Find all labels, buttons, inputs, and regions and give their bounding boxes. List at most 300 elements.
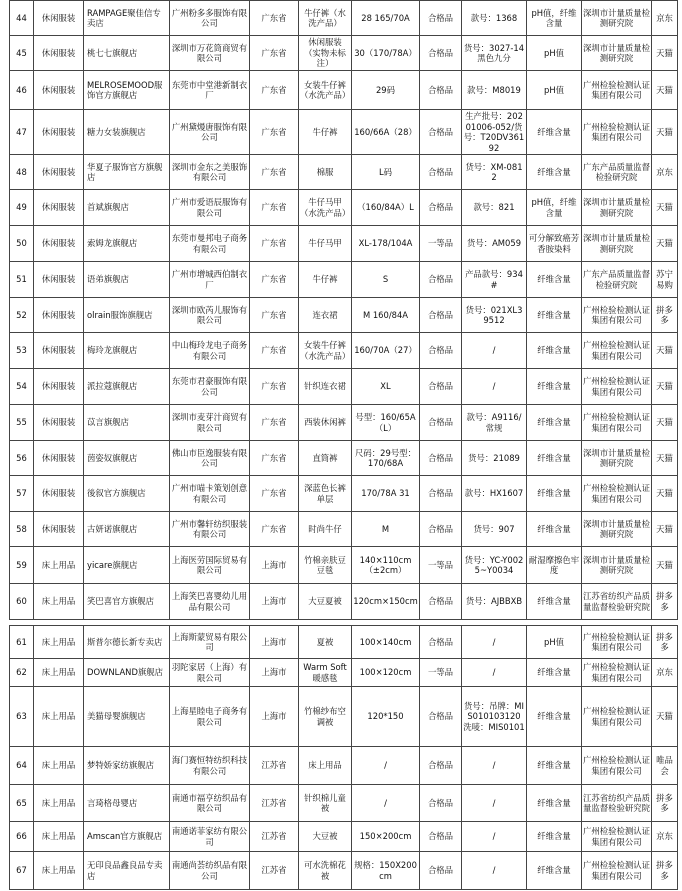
cell-failed-item: 纤维含量 — [527, 659, 582, 687]
cell-product-name: 牛仔马甲 — [299, 226, 352, 262]
cell-product-name: 床上用品 — [299, 747, 352, 785]
cell-grade: 合格品 — [420, 71, 462, 110]
cell-category: 休闲服装 — [34, 441, 84, 476]
cell-platform: 唯品会 — [652, 747, 678, 785]
cell-number: 50 — [10, 226, 34, 262]
cell-testing-lab: 广州检验检测认证集团有限公司 — [582, 852, 652, 890]
cell-province: 广东省 — [250, 36, 299, 71]
cell-grade: 合格品 — [420, 36, 462, 71]
cell-batch-number: 货号：AJBBXB — [462, 584, 527, 620]
cell-batch-number: 货号：021XL39512 — [462, 298, 527, 333]
cell-number: 44 — [10, 1, 34, 36]
cell-province: 广东省 — [250, 71, 299, 110]
cell-specification: 100×120cm — [352, 659, 420, 687]
table-row — [10, 298, 678, 333]
cell-specification: 28 165/70A — [352, 1, 420, 36]
cell-province: 广东省 — [250, 1, 299, 36]
cell-platform: 天猫 — [652, 226, 678, 262]
cell-batch-number: 货号：AM059 — [462, 226, 527, 262]
cell-testing-lab: 广州检验检测认证集团有限公司 — [582, 747, 652, 785]
table-row — [10, 476, 678, 512]
cell-number: 64 — [10, 747, 34, 785]
cell-platform: 天猫 — [652, 687, 678, 747]
cell-category: 休闲服装 — [34, 476, 84, 512]
cell-specification: 160/70A（27） — [352, 333, 420, 369]
cell-province: 江苏省 — [250, 747, 299, 785]
cell-platform: 拼多多 — [652, 584, 678, 620]
table-row — [10, 262, 678, 298]
cell-company: 东莞市曼邦电子商务有限公司 — [170, 226, 250, 262]
cell-platform: 拼多多 — [652, 785, 678, 822]
cell-store-name: 苡言旗舰店 — [84, 405, 170, 441]
table-row — [10, 369, 678, 405]
cell-company: 深圳市欧芮儿服饰有限公司 — [170, 298, 250, 333]
cell-failed-item: 可分解致癌芳香胺染料 — [527, 226, 582, 262]
table-row — [10, 512, 678, 547]
cell-testing-lab: 深圳市计量质量检测研究院 — [582, 226, 652, 262]
cell-number: 51 — [10, 262, 34, 298]
cell-testing-lab: 深圳市计量质量检测研究院 — [582, 190, 652, 226]
cell-province: 广东省 — [250, 405, 299, 441]
cell-testing-lab: 广州检验检测认证集团有限公司 — [582, 476, 652, 512]
cell-province: 广东省 — [250, 512, 299, 547]
cell-number: 67 — [10, 852, 34, 890]
cell-testing-lab: 广州检验检测认证集团有限公司 — [582, 626, 652, 659]
cell-product-name: 可水洗棉花被 — [299, 852, 352, 890]
cell-testing-lab: 广州检验检测认证集团有限公司 — [582, 71, 652, 110]
cell-specification: 30（170/78A） — [352, 36, 420, 71]
cell-platform: 天猫 — [652, 110, 678, 155]
cell-store-name: 索姆龙旗舰店 — [84, 226, 170, 262]
cell-province: 广东省 — [250, 369, 299, 405]
cell-grade: 合格品 — [420, 190, 462, 226]
cell-testing-lab: 广东产品质量监督检验研究院 — [582, 262, 652, 298]
cell-category: 休闲服装 — [34, 1, 84, 36]
cell-batch-number: 款号：M8019 — [462, 71, 527, 110]
cell-province: 上海市 — [250, 584, 299, 620]
cell-failed-item: 纤维含量 — [527, 687, 582, 747]
cell-product-name: 女装牛仔裤（水洗产品） — [299, 71, 352, 110]
cell-grade: 合格品 — [420, 405, 462, 441]
cell-company: 广州黛熳唐服饰有限公司 — [170, 110, 250, 155]
cell-product-name: 牛仔裤 — [299, 262, 352, 298]
cell-store-name: 派拉蔻旗舰店 — [84, 369, 170, 405]
cell-grade: 合格品 — [420, 1, 462, 36]
cell-province: 上海市 — [250, 687, 299, 747]
cell-number: 60 — [10, 584, 34, 620]
cell-store-name: 言琦格母婴店 — [84, 785, 170, 822]
cell-platform: 京东 — [652, 822, 678, 852]
cell-platform: 京东 — [652, 1, 678, 36]
cell-grade: 合格品 — [420, 584, 462, 620]
table-row — [10, 333, 678, 369]
cell-specification: L码 — [352, 155, 420, 190]
cell-specification: 140×110cm（±2cm） — [352, 547, 420, 584]
cell-batch-number: 货号：吊牌：MIS010103120 洗唛：MIS0101 — [462, 687, 527, 747]
cell-grade: 一等品 — [420, 659, 462, 687]
cell-failed-item: pH值 — [527, 71, 582, 110]
cell-store-name: 语弟旗舰店 — [84, 262, 170, 298]
cell-number: 65 — [10, 785, 34, 822]
cell-product-name: 直筒裤 — [299, 441, 352, 476]
cell-company: 南通尚荟纺织品有限公司 — [170, 852, 250, 890]
cell-category: 休闲服装 — [34, 369, 84, 405]
cell-grade: 合格品 — [420, 747, 462, 785]
cell-platform: 天猫 — [652, 476, 678, 512]
cell-product-name: 针织连衣裙 — [299, 369, 352, 405]
table-row — [10, 190, 678, 226]
cell-failed-item: 纤维含量 — [527, 110, 582, 155]
cell-number: 52 — [10, 298, 34, 333]
cell-specification: （160/84A）L — [352, 190, 420, 226]
cell-failed-item: 纤维含量 — [527, 852, 582, 890]
cell-product-name: 深蓝色长裤单层 — [299, 476, 352, 512]
table-row — [10, 226, 678, 262]
cell-batch-number: / — [462, 369, 527, 405]
cell-province: 广东省 — [250, 226, 299, 262]
cell-store-name: 美猫母婴旗舰店 — [84, 687, 170, 747]
cell-product-name: 时尚牛仔 — [299, 512, 352, 547]
cell-number: 54 — [10, 369, 34, 405]
cell-testing-lab: 广州检验检测认证集团有限公司 — [582, 369, 652, 405]
cell-grade: 合格品 — [420, 369, 462, 405]
cell-testing-lab: 广州检验检测认证集团有限公司 — [582, 405, 652, 441]
cell-province: 广东省 — [250, 441, 299, 476]
cell-platform: 拼多多 — [652, 626, 678, 659]
cell-number: 58 — [10, 512, 34, 547]
cell-company: 深圳市金东之美服饰有限公司 — [170, 155, 250, 190]
cell-testing-lab: 江苏省纺织产品质量监督检验研究院 — [582, 584, 652, 620]
cell-batch-number: 生产批号：20201006-052/货号：T20DV36192 — [462, 110, 527, 155]
table-row — [10, 785, 678, 822]
cell-category: 休闲服装 — [34, 155, 84, 190]
cell-grade: 合格品 — [420, 512, 462, 547]
cell-company: 中山梅玲龙电子商务有限公司 — [170, 333, 250, 369]
cell-product-name: 牛仔裤 — [299, 110, 352, 155]
cell-batch-number: 货号：21089 — [462, 441, 527, 476]
cell-grade: 合格品 — [420, 687, 462, 747]
cell-testing-lab: 广州检验检测认证集团有限公司 — [582, 333, 652, 369]
cell-product-name: 夏被 — [299, 626, 352, 659]
cell-batch-number: 款号：HX1607 — [462, 476, 527, 512]
cell-province: 广东省 — [250, 476, 299, 512]
cell-company: 上海医劳国际贸易有限公司 — [170, 547, 250, 584]
product-inspection-table-part1 — [9, 0, 678, 620]
cell-specification: XL-178/104A — [352, 226, 420, 262]
cell-company: 羽陀家居（上海）有限公司 — [170, 659, 250, 687]
cell-platform: 京东 — [652, 659, 678, 687]
cell-product-name: 连衣裙 — [299, 298, 352, 333]
cell-testing-lab: 广州检验检测认证集团有限公司 — [582, 822, 652, 852]
cell-grade: 合格品 — [420, 476, 462, 512]
cell-failed-item: 纤维含量 — [527, 441, 582, 476]
cell-grade: 合格品 — [420, 785, 462, 822]
cell-grade: 合格品 — [420, 822, 462, 852]
table-row — [10, 547, 678, 584]
cell-failed-item: pH值，纤维含量 — [527, 190, 582, 226]
cell-province: 广东省 — [250, 155, 299, 190]
cell-store-name: 梦特娇家纺旗舰店 — [84, 747, 170, 785]
table-row — [10, 441, 678, 476]
cell-specification: 号型：160/65A（L） — [352, 405, 420, 441]
cell-store-name: 糖力女装旗舰店 — [84, 110, 170, 155]
cell-store-name: 无印良品鑫良品专卖店 — [84, 852, 170, 890]
cell-testing-lab: 深圳市计量质量检测研究院 — [582, 36, 652, 71]
cell-platform: 天猫 — [652, 369, 678, 405]
cell-platform: 天猫 — [652, 36, 678, 71]
cell-specification: S — [352, 262, 420, 298]
cell-category: 休闲服装 — [34, 262, 84, 298]
cell-failed-item: 纤维含量 — [527, 262, 582, 298]
cell-company: 佛山市臣逸服装有限公司 — [170, 441, 250, 476]
cell-category: 休闲服装 — [34, 405, 84, 441]
cell-grade: 合格品 — [420, 626, 462, 659]
cell-batch-number: 款号：821 — [462, 190, 527, 226]
cell-product-name: Warm Soft 暖感毯 — [299, 659, 352, 687]
cell-product-name: 竹棉纱布空调被 — [299, 687, 352, 747]
cell-failed-item: 纤维含量 — [527, 405, 582, 441]
cell-number: 55 — [10, 405, 34, 441]
cell-grade: 合格品 — [420, 155, 462, 190]
cell-testing-lab: 深圳市计量质量检测研究院 — [582, 441, 652, 476]
cell-specification: 尺码：29号型：170/68A — [352, 441, 420, 476]
cell-batch-number: / — [462, 747, 527, 785]
cell-batch-number: / — [462, 659, 527, 687]
cell-store-name: 华夏子服饰官方旗舰店 — [84, 155, 170, 190]
cell-grade: 合格品 — [420, 333, 462, 369]
cell-category: 床上用品 — [34, 747, 84, 785]
cell-company: 东莞市中堂港新制衣厂 — [170, 71, 250, 110]
cell-store-name: 首斌旗舰店 — [84, 190, 170, 226]
cell-number: 48 — [10, 155, 34, 190]
cell-store-name: Amscan官方旗舰店 — [84, 822, 170, 852]
cell-province: 广东省 — [250, 190, 299, 226]
table-row — [10, 1, 678, 36]
cell-platform: 天猫 — [652, 71, 678, 110]
cell-specification: 29码 — [352, 71, 420, 110]
cell-testing-lab: 江苏省纺织产品质量监督检验研究院 — [582, 785, 652, 822]
cell-batch-number: / — [462, 852, 527, 890]
cell-specification: 120cm×150cm — [352, 584, 420, 620]
cell-category: 休闲服装 — [34, 71, 84, 110]
cell-number: 45 — [10, 36, 34, 71]
cell-category: 床上用品 — [34, 822, 84, 852]
cell-province: 上海市 — [250, 659, 299, 687]
cell-testing-lab: 深圳市计量质量检测研究院 — [582, 512, 652, 547]
cell-number: 47 — [10, 110, 34, 155]
cell-product-name: 大豆被 — [299, 822, 352, 852]
cell-batch-number: 款号：A9116/常规 — [462, 405, 527, 441]
cell-testing-lab: 深圳市计量质量检测研究院 — [582, 547, 652, 584]
cell-number: 57 — [10, 476, 34, 512]
cell-company: 广州市爱语辰服饰有限公司 — [170, 190, 250, 226]
cell-company: 上海斯蒙贸易有限公司 — [170, 626, 250, 659]
cell-batch-number: / — [462, 785, 527, 822]
cell-failed-item: 纤维含量 — [527, 512, 582, 547]
table-row — [10, 659, 678, 687]
cell-product-name: 针织棉儿童被 — [299, 785, 352, 822]
cell-platform: 天猫 — [652, 405, 678, 441]
cell-failed-item: 纤维含量 — [527, 155, 582, 190]
cell-batch-number: / — [462, 333, 527, 369]
cell-province: 广东省 — [250, 333, 299, 369]
cell-failed-item: pH值，纤维含量 — [527, 1, 582, 36]
cell-grade: 合格品 — [420, 441, 462, 476]
cell-number: 59 — [10, 547, 34, 584]
cell-batch-number: 款号：1368 — [462, 1, 527, 36]
table-row — [10, 747, 678, 785]
cell-grade: 合格品 — [420, 852, 462, 890]
cell-product-name: 竹棉亲肤豆豆毯 — [299, 547, 352, 584]
cell-failed-item: 纤维含量 — [527, 476, 582, 512]
cell-number: 53 — [10, 333, 34, 369]
cell-store-name: 梅玲龙旗舰店 — [84, 333, 170, 369]
cell-specification: M 160/84A — [352, 298, 420, 333]
cell-testing-lab: 广州检验检测认证集团有限公司 — [582, 687, 652, 747]
cell-category: 床上用品 — [34, 785, 84, 822]
cell-store-name: MELROSEMOOD服饰官方旗舰店 — [84, 71, 170, 110]
cell-company: 广州市增城西伯制衣厂 — [170, 262, 250, 298]
cell-number: 46 — [10, 71, 34, 110]
cell-testing-lab: 广州检验检测认证集团有限公司 — [582, 298, 652, 333]
product-inspection-table-part2 — [9, 625, 678, 890]
cell-failed-item: pH值 — [527, 36, 582, 71]
cell-store-name: 斯普尔德长新专卖店 — [84, 626, 170, 659]
cell-category: 床上用品 — [34, 584, 84, 620]
table-row — [10, 822, 678, 852]
cell-province: 上海市 — [250, 547, 299, 584]
cell-company: 广州市馨轩纺织服装有限公司 — [170, 512, 250, 547]
cell-specification: 150×200cm — [352, 822, 420, 852]
cell-product-name: 西装休闲裤 — [299, 405, 352, 441]
cell-testing-lab: 深圳市计量质量检测研究院 — [582, 1, 652, 36]
cell-store-name: RAMPAGE聚佳信专卖店 — [84, 1, 170, 36]
cell-specification: 160/66A（28） — [352, 110, 420, 155]
cell-specification: 规格：150X200cm — [352, 852, 420, 890]
cell-batch-number: 货号：XM-0812 — [462, 155, 527, 190]
cell-province: 江苏省 — [250, 852, 299, 890]
cell-category: 休闲服装 — [34, 190, 84, 226]
cell-failed-item: 纤维含量 — [527, 822, 582, 852]
cell-failed-item: pH值 — [527, 626, 582, 659]
cell-company: 广州粉多多服饰有限公司 — [170, 1, 250, 36]
cell-specification: 100×140cm — [352, 626, 420, 659]
table-row — [10, 626, 678, 659]
cell-number: 61 — [10, 626, 34, 659]
cell-testing-lab: 广州检验检测认证集团有限公司 — [582, 110, 652, 155]
cell-platform: 天猫 — [652, 190, 678, 226]
cell-province: 上海市 — [250, 626, 299, 659]
cell-failed-item: 纤维含量 — [527, 333, 582, 369]
cell-company: 南通诺菲家纺有限公司 — [170, 822, 250, 852]
cell-company: 海门赛恒特纺织科技有限公司 — [170, 747, 250, 785]
cell-store-name: DOWNLAND旗舰店 — [84, 659, 170, 687]
table-body-part1 — [10, 1, 678, 620]
cell-product-name: 大豆夏被 — [299, 584, 352, 620]
cell-province: 江苏省 — [250, 822, 299, 852]
cell-category: 床上用品 — [34, 547, 84, 584]
cell-company: 广州市喵卡策划创意有限公司 — [170, 476, 250, 512]
cell-grade: 合格品 — [420, 298, 462, 333]
cell-store-name: olrain服饰旗舰店 — [84, 298, 170, 333]
table-row — [10, 155, 678, 190]
cell-specification: XL — [352, 369, 420, 405]
cell-category: 休闲服装 — [34, 226, 84, 262]
cell-product-name: 牛仔马甲（水洗产品） — [299, 190, 352, 226]
cell-category: 床上用品 — [34, 659, 84, 687]
cell-grade: 合格品 — [420, 262, 462, 298]
cell-failed-item: 耐湿摩擦色牢度 — [527, 547, 582, 584]
cell-store-name: yicare旗舰店 — [84, 547, 170, 584]
cell-store-name: 桃七七旗舰店 — [84, 36, 170, 71]
cell-category: 休闲服装 — [34, 110, 84, 155]
cell-category: 休闲服装 — [34, 298, 84, 333]
cell-store-name: 笑巴喜官方旗舰店 — [84, 584, 170, 620]
cell-product-name: 休闲服装（实物未标注） — [299, 36, 352, 71]
cell-platform: 拼多多 — [652, 852, 678, 890]
cell-specification: 170/78A 31 — [352, 476, 420, 512]
cell-number: 62 — [10, 659, 34, 687]
cell-specification: M — [352, 512, 420, 547]
cell-store-name: 後叙官方旗舰店 — [84, 476, 170, 512]
cell-testing-lab: 广州检验检测认证集团有限公司 — [582, 659, 652, 687]
cell-province: 广东省 — [250, 262, 299, 298]
cell-batch-number: 货号：907 — [462, 512, 527, 547]
cell-failed-item: 纤维含量 — [527, 298, 582, 333]
cell-failed-item: 纤维含量 — [527, 785, 582, 822]
cell-number: 49 — [10, 190, 34, 226]
cell-batch-number: / — [462, 822, 527, 852]
cell-company: 东莞市君豪服饰有限公司 — [170, 369, 250, 405]
cell-batch-number: 货号：YC-Y0025~Y0034 — [462, 547, 527, 584]
cell-platform: 天猫 — [652, 333, 678, 369]
cell-category: 床上用品 — [34, 852, 84, 890]
cell-company: 上海笑巴喜婴幼儿用品有限公司 — [170, 584, 250, 620]
cell-category: 休闲服装 — [34, 512, 84, 547]
cell-platform: 京东 — [652, 155, 678, 190]
cell-platform: 拼多多 — [652, 298, 678, 333]
table-row — [10, 852, 678, 890]
cell-grade: 一等品 — [420, 226, 462, 262]
cell-product-name: 牛仔裤（水洗产品） — [299, 1, 352, 36]
cell-province: 广东省 — [250, 110, 299, 155]
cell-platform: 天猫 — [652, 441, 678, 476]
cell-product-name: 棉服 — [299, 155, 352, 190]
cell-batch-number: 货号：3027-14黑色九分 — [462, 36, 527, 71]
cell-specification: / — [352, 785, 420, 822]
table-row — [10, 405, 678, 441]
table-row — [10, 687, 678, 747]
cell-failed-item: 纤维含量 — [527, 369, 582, 405]
cell-product-name: 女装牛仔裤（水洗产品） — [299, 333, 352, 369]
cell-company: 上海星睦电子商务有限公司 — [170, 687, 250, 747]
cell-failed-item: 纤维含量 — [527, 584, 582, 620]
table-row — [10, 110, 678, 155]
cell-company: 深圳市麦芽汁商贸有限公司 — [170, 405, 250, 441]
cell-number: 56 — [10, 441, 34, 476]
cell-company: 深圳市万花筒商贸有限公司 — [170, 36, 250, 71]
cell-specification: / — [352, 747, 420, 785]
cell-grade: 一等品 — [420, 547, 462, 584]
cell-platform: 天猫 — [652, 547, 678, 584]
cell-batch-number: / — [462, 626, 527, 659]
table-row — [10, 71, 678, 110]
cell-number: 66 — [10, 822, 34, 852]
cell-store-name: 古妍诺旗舰店 — [84, 512, 170, 547]
cell-failed-item: 纤维含量 — [527, 747, 582, 785]
cell-store-name: 茵姿奴旗舰店 — [84, 441, 170, 476]
cell-province: 江苏省 — [250, 785, 299, 822]
